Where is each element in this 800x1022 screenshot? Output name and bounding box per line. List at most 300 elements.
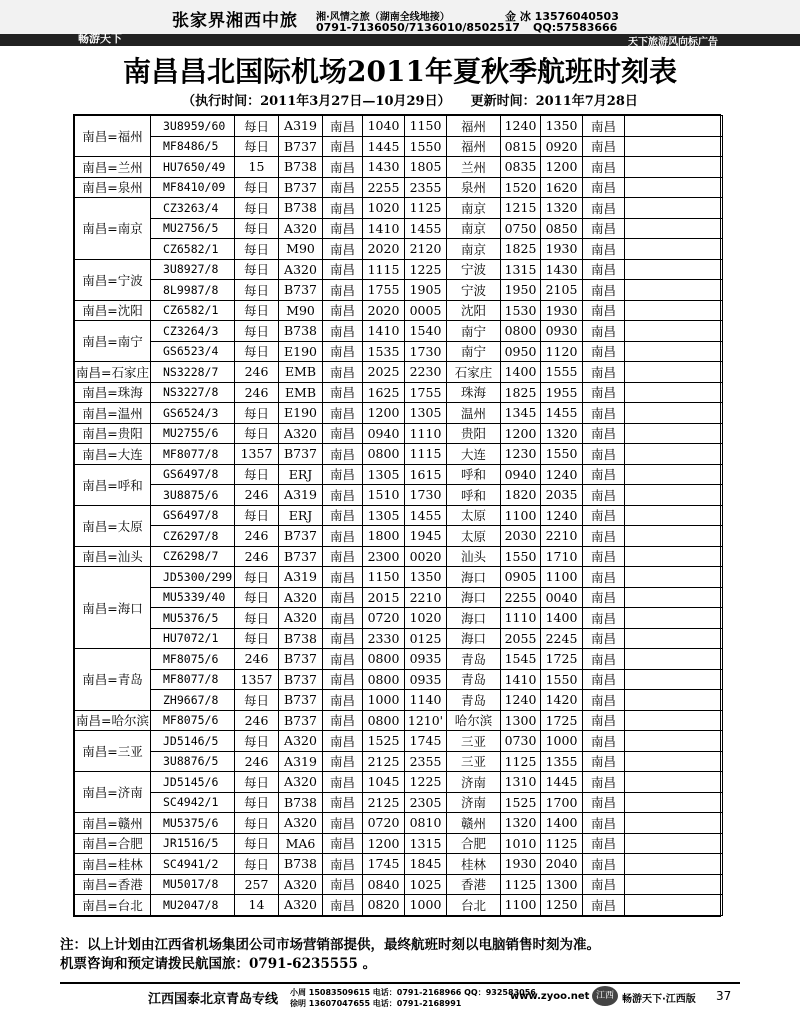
days-cell: 每日	[235, 403, 279, 424]
page-footer	[0, 978, 800, 1022]
depart-cell: 1305	[363, 464, 405, 485]
route-cell: 南昌=珠海	[75, 382, 151, 403]
depart-cell: 1755	[363, 280, 405, 301]
return-dest-cell: 南昌	[583, 136, 625, 157]
depart-cell: 0800	[363, 710, 405, 731]
destination-cell: 济南	[447, 792, 501, 813]
arrive-cell: 1150	[405, 116, 447, 137]
route-cell: 南昌=南宁	[75, 321, 151, 362]
table-row	[75, 259, 723, 280]
flight-no-cell: MU2755/6	[151, 423, 235, 444]
arrive-cell: 1755	[405, 382, 447, 403]
origin-cell: 南昌	[323, 731, 363, 752]
depart-cell: 0720	[363, 608, 405, 629]
return-dest-cell: 南昌	[583, 567, 625, 588]
aircraft-cell: M90	[279, 300, 323, 321]
return-arrive-cell: 1350	[541, 116, 583, 137]
arrive-cell: 1350	[405, 567, 447, 588]
route-cell: 南昌=合肥	[75, 833, 151, 854]
origin-cell: 南昌	[323, 321, 363, 342]
arrive-cell: 2230	[405, 362, 447, 383]
origin-cell: 南昌	[323, 423, 363, 444]
return-depart-cell: 1100	[501, 505, 541, 526]
origin-cell: 南昌	[323, 649, 363, 670]
return-dest-cell: 南昌	[583, 423, 625, 444]
depart-cell: 1410	[363, 321, 405, 342]
destination-cell: 合肥	[447, 833, 501, 854]
origin-cell: 南昌	[323, 136, 363, 157]
return-arrive-cell: 1550	[541, 669, 583, 690]
return-dest-cell: 南昌	[583, 751, 625, 772]
aircraft-cell: EMB	[279, 382, 323, 403]
arrive-cell: 1000	[405, 895, 447, 916]
blank-cell	[625, 464, 723, 485]
route-cell: 南昌=青岛	[75, 649, 151, 711]
aircraft-cell: A320	[279, 731, 323, 752]
table-row	[75, 649, 723, 670]
return-arrive-cell: 2040	[541, 854, 583, 875]
return-arrive-cell: 1455	[541, 403, 583, 424]
flight-no-cell: MF8077/8	[151, 669, 235, 690]
aircraft-cell: M90	[279, 239, 323, 260]
days-cell: 246	[235, 526, 279, 547]
days-cell: 每日	[235, 423, 279, 444]
blank-cell	[625, 526, 723, 547]
return-dest-cell: 南昌	[583, 403, 625, 424]
return-depart-cell: 1345	[501, 403, 541, 424]
origin-cell: 南昌	[323, 341, 363, 362]
return-dest-cell: 南昌	[583, 710, 625, 731]
return-dest-cell: 南昌	[583, 649, 625, 670]
aircraft-cell: B737	[279, 669, 323, 690]
arrive-cell: 1210'	[405, 710, 447, 731]
arrive-cell: 1745	[405, 731, 447, 752]
destination-cell: 太原	[447, 505, 501, 526]
return-dest-cell: 南昌	[583, 362, 625, 383]
flight-no-cell: JD5145/6	[151, 772, 235, 793]
arrive-cell: 1305	[405, 403, 447, 424]
arrive-cell: 1945	[405, 526, 447, 547]
return-depart-cell: 1545	[501, 649, 541, 670]
flight-no-cell: MF8075/6	[151, 649, 235, 670]
return-depart-cell: 1100	[501, 895, 541, 916]
route-cell: 南昌=三亚	[75, 731, 151, 772]
depart-cell: 2330	[363, 628, 405, 649]
destination-cell: 海口	[447, 587, 501, 608]
table-row	[75, 157, 723, 178]
return-depart-cell: 2055	[501, 628, 541, 649]
destination-cell: 台北	[447, 895, 501, 916]
return-depart-cell: 1320	[501, 813, 541, 834]
exec-period: （执行时间：2011年3月27日—10月29日）	[182, 94, 451, 109]
blank-cell	[625, 423, 723, 444]
aircraft-cell: B737	[279, 136, 323, 157]
arrive-cell: 1225	[405, 772, 447, 793]
return-depart-cell: 1825	[501, 382, 541, 403]
origin-cell: 南昌	[323, 362, 363, 383]
depart-cell: 1800	[363, 526, 405, 547]
footer-divider	[60, 982, 740, 984]
return-dest-cell: 南昌	[583, 731, 625, 752]
depart-cell: 0940	[363, 423, 405, 444]
flight-no-cell: 3U8959/60	[151, 116, 235, 137]
origin-cell: 南昌	[323, 628, 363, 649]
blank-cell	[625, 567, 723, 588]
return-depart-cell: 1825	[501, 239, 541, 260]
depart-cell: 1410	[363, 218, 405, 239]
return-arrive-cell: 1430	[541, 259, 583, 280]
table-row	[75, 792, 723, 813]
depart-cell: 1510	[363, 485, 405, 506]
aircraft-cell: B737	[279, 690, 323, 711]
footer-logo-icon: 江西	[592, 986, 618, 1006]
return-depart-cell: 1400	[501, 362, 541, 383]
return-depart-cell: 0730	[501, 731, 541, 752]
days-cell: 每日	[235, 341, 279, 362]
destination-cell: 温州	[447, 403, 501, 424]
blank-cell	[625, 136, 723, 157]
table-row	[75, 567, 723, 588]
arrive-cell: 0005	[405, 300, 447, 321]
destination-cell: 南京	[447, 198, 501, 219]
blank-cell	[625, 259, 723, 280]
return-depart-cell: 1930	[501, 854, 541, 875]
origin-cell: 南昌	[323, 157, 363, 178]
return-arrive-cell: 1400	[541, 813, 583, 834]
days-cell: 每日	[235, 116, 279, 137]
flight-no-cell: CZ3263/4	[151, 198, 235, 219]
return-depart-cell: 1010	[501, 833, 541, 854]
route-cell: 南昌=宁波	[75, 259, 151, 300]
table-row	[75, 341, 723, 362]
blank-cell	[625, 649, 723, 670]
days-cell: 每日	[235, 300, 279, 321]
return-arrive-cell: 1240	[541, 464, 583, 485]
blank-cell	[625, 239, 723, 260]
route-cell: 南昌=台北	[75, 895, 151, 916]
table-row	[75, 874, 723, 895]
aircraft-cell: B738	[279, 157, 323, 178]
days-cell: 246	[235, 546, 279, 567]
return-arrive-cell: 1250	[541, 895, 583, 916]
destination-cell: 海口	[447, 567, 501, 588]
blank-cell	[625, 587, 723, 608]
return-arrive-cell: 1240	[541, 505, 583, 526]
table-row	[75, 403, 723, 424]
arrive-cell: 0935	[405, 669, 447, 690]
flight-no-cell: GS6523/4	[151, 341, 235, 362]
flight-rows	[75, 116, 723, 916]
arrive-cell: 1315	[405, 833, 447, 854]
depart-cell: 0800	[363, 444, 405, 465]
header-brand: 畅游天下	[78, 32, 122, 45]
route-cell: 南昌=石家庄	[75, 362, 151, 383]
arrive-cell: 2305	[405, 792, 447, 813]
header-phones: 0791-7136050/7136010/8502517	[316, 21, 520, 34]
destination-cell: 泉州	[447, 177, 501, 198]
origin-cell: 南昌	[323, 608, 363, 629]
origin-cell: 南昌	[323, 116, 363, 137]
aircraft-cell: A320	[279, 218, 323, 239]
return-arrive-cell: 1710	[541, 546, 583, 567]
blank-cell	[625, 690, 723, 711]
return-dest-cell: 南昌	[583, 587, 625, 608]
arrive-cell: 1730	[405, 341, 447, 362]
flight-no-cell: 8L9987/8	[151, 280, 235, 301]
footer-publication: 畅游天下·江西版	[622, 994, 696, 1005]
return-dest-cell: 南昌	[583, 259, 625, 280]
destination-cell: 香港	[447, 874, 501, 895]
return-dest-cell: 南昌	[583, 341, 625, 362]
blank-cell	[625, 751, 723, 772]
return-arrive-cell: 1200	[541, 157, 583, 178]
depart-cell: 1200	[363, 403, 405, 424]
return-arrive-cell: 1620	[541, 177, 583, 198]
flight-no-cell: NS3227/8	[151, 382, 235, 403]
aircraft-cell: A320	[279, 587, 323, 608]
return-dest-cell: 南昌	[583, 669, 625, 690]
destination-cell: 太原	[447, 526, 501, 547]
return-arrive-cell: 1700	[541, 792, 583, 813]
destination-cell: 南宁	[447, 321, 501, 342]
return-arrive-cell: 1930	[541, 239, 583, 260]
flight-no-cell: 3U8927/8	[151, 259, 235, 280]
return-arrive-cell: 1300	[541, 874, 583, 895]
footer-phone-2: 徐明 13607047655 电话：0791-2168991	[290, 999, 462, 1008]
arrive-cell: 0810	[405, 813, 447, 834]
return-arrive-cell: 0850	[541, 218, 583, 239]
table-row	[75, 321, 723, 342]
return-depart-cell: 1110	[501, 608, 541, 629]
route-cell: 南昌=桂林	[75, 854, 151, 875]
table-row	[75, 485, 723, 506]
days-cell: 每日	[235, 854, 279, 875]
flight-no-cell: MU5017/8	[151, 874, 235, 895]
blank-cell	[625, 485, 723, 506]
table-row	[75, 710, 723, 731]
return-arrive-cell: 2210	[541, 526, 583, 547]
aircraft-cell: B737	[279, 649, 323, 670]
flight-no-cell: MU5375/6	[151, 813, 235, 834]
return-dest-cell: 南昌	[583, 280, 625, 301]
flight-no-cell: SC4942/1	[151, 792, 235, 813]
update-date: 更新时间：2011年7月28日	[470, 94, 638, 109]
return-arrive-cell: 1725	[541, 649, 583, 670]
return-depart-cell: 1315	[501, 259, 541, 280]
return-depart-cell: 1550	[501, 546, 541, 567]
table-row	[75, 669, 723, 690]
days-cell: 每日	[235, 772, 279, 793]
blank-cell	[625, 280, 723, 301]
blank-cell	[625, 403, 723, 424]
return-dest-cell: 南昌	[583, 772, 625, 793]
return-arrive-cell: 1320	[541, 423, 583, 444]
route-cell: 南昌=泉州	[75, 177, 151, 198]
origin-cell: 南昌	[323, 567, 363, 588]
return-dest-cell: 南昌	[583, 833, 625, 854]
days-cell: 246	[235, 382, 279, 403]
return-depart-cell: 1215	[501, 198, 541, 219]
blank-cell	[625, 444, 723, 465]
footer-website: www.zyoo.net	[510, 991, 590, 1002]
page-number: 37	[716, 989, 732, 1003]
aircraft-cell: B738	[279, 198, 323, 219]
destination-cell: 青岛	[447, 669, 501, 690]
flight-no-cell: 3U8876/5	[151, 751, 235, 772]
blank-cell	[625, 874, 723, 895]
flight-no-cell: MF8410/09	[151, 177, 235, 198]
table-row	[75, 198, 723, 219]
origin-cell: 南昌	[323, 874, 363, 895]
return-depart-cell: 1820	[501, 485, 541, 506]
aircraft-cell: B737	[279, 526, 323, 547]
return-arrive-cell: 0930	[541, 321, 583, 342]
arrive-cell: 1550	[405, 136, 447, 157]
table-row	[75, 813, 723, 834]
arrive-cell: 1455	[405, 218, 447, 239]
depart-cell: 1305	[363, 505, 405, 526]
aircraft-cell: A320	[279, 874, 323, 895]
footnote	[60, 936, 760, 974]
arrive-cell: 1540	[405, 321, 447, 342]
return-depart-cell: 1300	[501, 710, 541, 731]
route-cell: 南昌=沈阳	[75, 300, 151, 321]
arrive-cell: 1905	[405, 280, 447, 301]
destination-cell: 石家庄	[447, 362, 501, 383]
return-dest-cell: 南昌	[583, 464, 625, 485]
arrive-cell: 1115	[405, 444, 447, 465]
aircraft-cell: B737	[279, 444, 323, 465]
return-dest-cell: 南昌	[583, 505, 625, 526]
return-dest-cell: 南昌	[583, 546, 625, 567]
return-dest-cell: 南昌	[583, 116, 625, 137]
depart-cell: 1150	[363, 567, 405, 588]
depart-cell: 2015	[363, 587, 405, 608]
return-arrive-cell: 1550	[541, 444, 583, 465]
arrive-cell: 1025	[405, 874, 447, 895]
days-cell: 每日	[235, 833, 279, 854]
aircraft-cell: B738	[279, 321, 323, 342]
blank-cell	[625, 382, 723, 403]
table-row	[75, 608, 723, 629]
return-depart-cell: 2255	[501, 587, 541, 608]
days-cell: 246	[235, 751, 279, 772]
blank-cell	[625, 669, 723, 690]
destination-cell: 三亚	[447, 731, 501, 752]
origin-cell: 南昌	[323, 403, 363, 424]
origin-cell: 南昌	[323, 198, 363, 219]
depart-cell: 1625	[363, 382, 405, 403]
days-cell: 每日	[235, 218, 279, 239]
origin-cell: 南昌	[323, 177, 363, 198]
return-depart-cell: 1530	[501, 300, 541, 321]
days-cell: 15	[235, 157, 279, 178]
arrive-cell: 0125	[405, 628, 447, 649]
return-arrive-cell: 1420	[541, 690, 583, 711]
destination-cell: 呼和	[447, 464, 501, 485]
return-arrive-cell: 1400	[541, 608, 583, 629]
return-depart-cell: 0750	[501, 218, 541, 239]
return-arrive-cell: 1355	[541, 751, 583, 772]
aircraft-cell: B737	[279, 546, 323, 567]
depart-cell: 1045	[363, 772, 405, 793]
aircraft-cell: E190	[279, 403, 323, 424]
flight-no-cell: MF8077/8	[151, 444, 235, 465]
table-row	[75, 690, 723, 711]
depart-cell: 0800	[363, 669, 405, 690]
arrive-cell: 2120	[405, 239, 447, 260]
origin-cell: 南昌	[323, 280, 363, 301]
return-dest-cell: 南昌	[583, 198, 625, 219]
return-depart-cell: 0905	[501, 567, 541, 588]
footnote-line-2: 机票咨询和预定请拨民航国旅：0791-6235555 。	[60, 956, 377, 972]
blank-cell	[625, 177, 723, 198]
aircraft-cell: E190	[279, 341, 323, 362]
destination-cell: 宁波	[447, 280, 501, 301]
flight-no-cell: MU5339/40	[151, 587, 235, 608]
destination-cell: 青岛	[447, 690, 501, 711]
blank-cell	[625, 546, 723, 567]
flight-no-cell: NS3228/7	[151, 362, 235, 383]
table-row	[75, 751, 723, 772]
arrive-cell: 0935	[405, 649, 447, 670]
blank-cell	[625, 341, 723, 362]
return-arrive-cell: 0040	[541, 587, 583, 608]
arrive-cell: 1110	[405, 423, 447, 444]
footer-phone-1: 小周 15083509615 电话：0791-2168966 QQ：932583056	[290, 988, 536, 997]
depart-cell: 2125	[363, 751, 405, 772]
destination-cell: 青岛	[447, 649, 501, 670]
blank-cell	[625, 157, 723, 178]
return-dest-cell: 南昌	[583, 177, 625, 198]
flight-no-cell: HU7650/49	[151, 157, 235, 178]
blank-cell	[625, 300, 723, 321]
days-cell: 246	[235, 485, 279, 506]
return-dest-cell: 南昌	[583, 321, 625, 342]
blank-cell	[625, 608, 723, 629]
route-cell: 南昌=香港	[75, 874, 151, 895]
destination-cell: 兰州	[447, 157, 501, 178]
table-row	[75, 526, 723, 547]
destination-cell: 福州	[447, 136, 501, 157]
table-row	[75, 731, 723, 752]
blank-cell	[625, 321, 723, 342]
destination-cell: 三亚	[447, 751, 501, 772]
origin-cell: 南昌	[323, 259, 363, 280]
aircraft-cell: A320	[279, 608, 323, 629]
table-row	[75, 177, 723, 198]
return-arrive-cell: 1555	[541, 362, 583, 383]
destination-cell: 珠海	[447, 382, 501, 403]
table-row	[75, 116, 723, 137]
return-arrive-cell: 1320	[541, 198, 583, 219]
destination-cell: 呼和	[447, 485, 501, 506]
days-cell: 每日	[235, 690, 279, 711]
depart-cell: 1745	[363, 854, 405, 875]
arrive-cell: 2210	[405, 587, 447, 608]
return-depart-cell: 0940	[501, 464, 541, 485]
aircraft-cell: B737	[279, 280, 323, 301]
table-row	[75, 362, 723, 383]
depart-cell: 1525	[363, 731, 405, 752]
days-cell: 每日	[235, 628, 279, 649]
depart-cell: 0720	[363, 813, 405, 834]
return-depart-cell: 0950	[501, 341, 541, 362]
return-depart-cell: 0800	[501, 321, 541, 342]
depart-cell: 0800	[363, 649, 405, 670]
blank-cell	[625, 772, 723, 793]
flight-no-cell: GS6497/8	[151, 505, 235, 526]
